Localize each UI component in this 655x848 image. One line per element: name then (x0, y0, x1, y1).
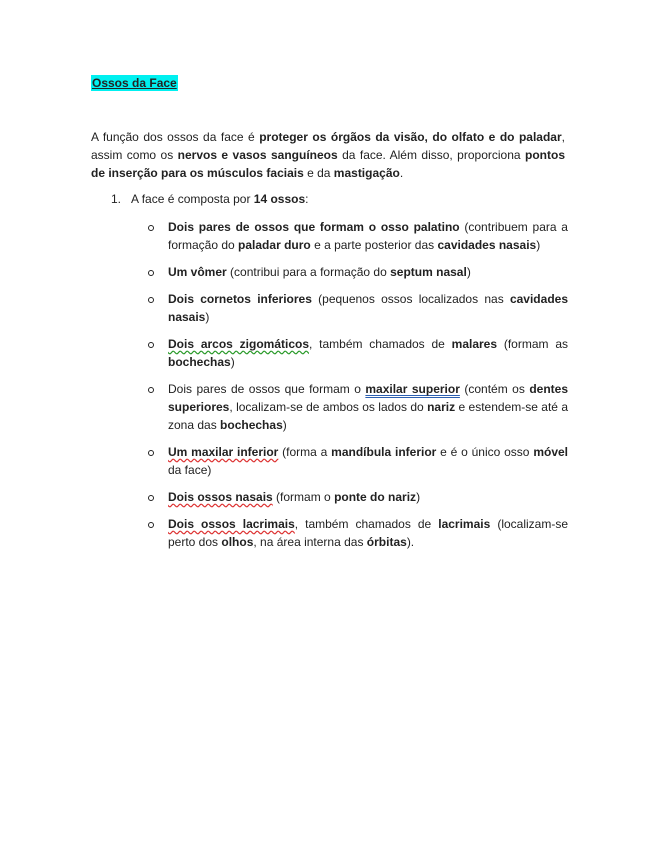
numbered-bold: 14 ossos (253, 192, 306, 206)
intro-text: da face. Além disso, proporciona (337, 148, 525, 162)
item-bold: Dois arcos zigomáticos (168, 337, 309, 351)
item-bold: Um maxilar inferior (168, 445, 279, 459)
item-text: e a parte posterior das (310, 238, 438, 252)
bullet-icon (148, 342, 154, 348)
item-bold: Dois ossos nasais (168, 490, 273, 504)
list-item (148, 380, 568, 434)
item-text: ) (205, 310, 210, 324)
item-text: (contribuem para a formação do (168, 220, 568, 252)
bullet-icon (148, 225, 154, 231)
item-bold: nariz (427, 400, 456, 414)
item-text: e é o único osso (436, 445, 534, 459)
numbered-text: : (305, 192, 309, 206)
item-text: (contribui para a formação do (226, 265, 391, 279)
item-text: ) (230, 355, 235, 369)
item-text: ) (282, 418, 287, 432)
item-text: e estendem-se até a zona das (168, 400, 569, 432)
bullet-icon (148, 522, 154, 528)
item-text: (localizam-se perto dos (168, 517, 568, 549)
item-text: , localizam-se de ambos os lados do (229, 400, 428, 414)
item-bold: bochechas (220, 418, 283, 432)
item-bold: cavidades nasais (437, 238, 537, 252)
intro-bold: nervos e vasos sanguíneos (177, 148, 338, 162)
item-text: ) (466, 265, 471, 279)
item-bold: paladar duro (238, 238, 311, 252)
item-bold: dentes superiores (168, 382, 569, 414)
bullet-icon (148, 270, 154, 276)
document-title: Ossos da Face (92, 76, 177, 90)
item-text: ) (536, 238, 541, 252)
numbered-text: A face é composta por (131, 192, 254, 206)
intro-text: , assim como os (91, 130, 565, 162)
intro-bold: mastigação (333, 166, 400, 180)
list-item (148, 218, 568, 254)
item-bold: Um vômer (168, 265, 227, 279)
intro-bold: pontos de inserção para os músculos faciais (91, 148, 565, 180)
bone-list (148, 218, 568, 560)
item-text: , também chamados de (294, 517, 439, 531)
list-item (148, 263, 568, 281)
list-item (148, 335, 568, 371)
list-number: 1. (111, 192, 122, 206)
bullet-icon (148, 450, 154, 456)
item-bold: malares (451, 337, 498, 351)
list-item (148, 488, 568, 506)
bullet-icon (148, 297, 154, 303)
intro-bold: proteger os órgãos da visão, do olfato e do paladar (259, 130, 562, 144)
item-bold: cavidades nasais (168, 292, 568, 324)
list-item (148, 443, 568, 479)
item-bold: órbitas (366, 535, 407, 549)
list-item (148, 290, 568, 326)
item-text: , também chamados de (309, 337, 452, 351)
item-text: , na área interna das (253, 535, 367, 549)
intro-paragraph (91, 128, 565, 182)
item-text: (pequenos ossos localizados nas (311, 292, 510, 306)
item-text: (formam o (272, 490, 335, 504)
item-text: ) (416, 490, 421, 504)
item-text: (contém os (459, 382, 530, 396)
item-bold: olhos (221, 535, 254, 549)
item-bold: mandíbula inferior (331, 445, 437, 459)
item-text: Dois pares de ossos que formam o (168, 382, 366, 396)
item-bold: Dois pares de ossos que formam o osso palatino (168, 220, 460, 234)
item-text: da face) (168, 463, 212, 477)
item-bold: móvel (533, 445, 568, 459)
bullet-icon (148, 387, 154, 393)
intro-text: e da (303, 166, 334, 180)
bullet-icon (148, 495, 154, 501)
intro-text: A função dos ossos da face é (91, 130, 260, 144)
item-text: (formam as (497, 337, 568, 351)
item-bold: lacrimais (438, 517, 491, 531)
list-item (148, 515, 568, 551)
item-bold: bochechas (168, 355, 231, 369)
item-bold: ponte do nariz (334, 490, 417, 504)
item-bold: Dois cornetos inferiores (168, 292, 312, 306)
item-bold: Dois ossos lacrimais (168, 517, 295, 531)
item-bold: septum nasal (390, 265, 467, 279)
intro-text: . (399, 166, 404, 180)
item-text: ). (406, 535, 415, 549)
numbered-item (111, 190, 571, 208)
item-text: (forma a (278, 445, 332, 459)
item-bold: maxilar superior (365, 382, 460, 396)
